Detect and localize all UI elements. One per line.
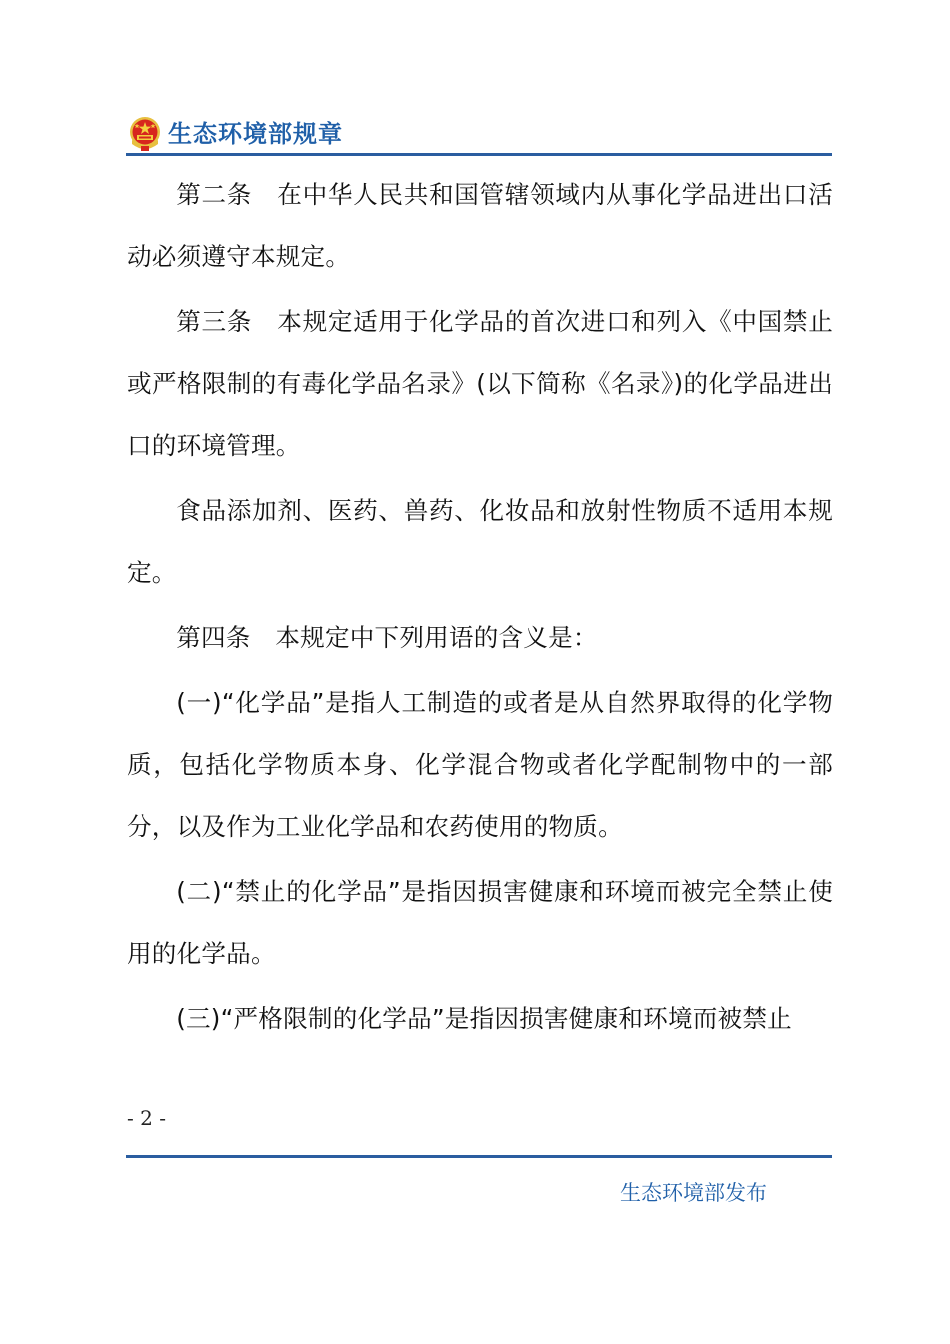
header-title: 生态环境部规章	[168, 120, 343, 148]
document-header	[128, 114, 832, 154]
document-body	[127, 164, 833, 1053]
page-number: - 2 -	[127, 1106, 166, 1130]
national-emblem-icon	[128, 116, 162, 152]
footer-publisher: 生态环境部发布	[620, 1181, 767, 1205]
footer-divider	[126, 1155, 832, 1158]
paragraph-definition-1: (一)“化学品”是指人工制造的或者是从自然界取得的化学物质，包括化学物质本身、化学混合物或者化学配制物中的一部分，以及作为工业化学品和农药使用的物质。	[127, 688, 833, 841]
paragraph-definition-2: (二)“禁止的化学品”是指因损害健康和环境而被完全禁止使用的化学品。	[127, 877, 833, 968]
paragraph-article-2: 第二条 在中华人民共和国管辖领域内从事化学品进出口活动必须遵守本规定。	[127, 180, 833, 271]
paragraph-exclusions: 食品添加剂、医药、兽药、化妆品和放射性物质不适用本规定。	[127, 496, 833, 587]
paragraph-definition-3: (三)“严格限制的化学品”是指因损害健康和环境而被禁止	[176, 1004, 792, 1033]
header-divider	[126, 153, 832, 156]
paragraph-article-4: 第四条 本规定中下列用语的含义是：	[176, 623, 598, 652]
paragraph-article-3: 第三条 本规定适用于化学品的首次进口和列入《中国禁止或严格限制的有毒化学品名录》(以下简称《名录》)的化学品进出口的环境管理。	[127, 307, 833, 460]
